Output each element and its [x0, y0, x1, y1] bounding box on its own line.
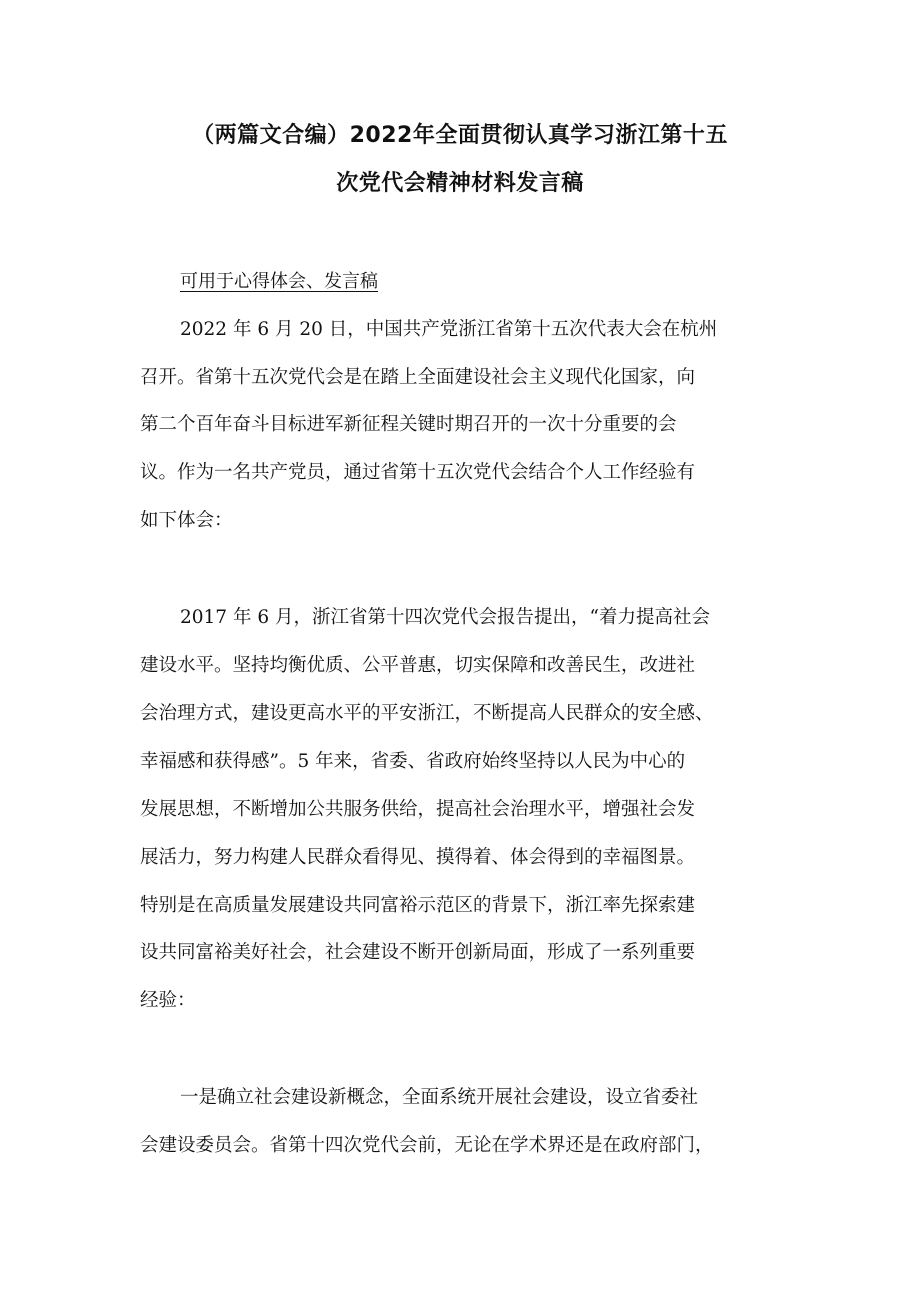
paragraph-line: 召开。省第十五次党代会是在踏上全面建设社会主义现代化国家，向 [140, 367, 696, 388]
paragraph-line: 发展思想，不断增加公共服务供给，提高社会治理水平，增强社会发 [140, 799, 696, 820]
document-subtitle: 可用于心得体会、发言稿 [180, 271, 378, 292]
paragraph-line: 建设水平。坚持均衡优质、公平普惠，切实保障和改善民生，改进社 [140, 655, 696, 676]
paragraph-line: 会建设委员会。省第十四次党代会前，无论在学术界还是在政府部门， [140, 1135, 714, 1156]
paragraph-line: 2022 年 6 月 20 日，中国共产党浙江省第十五次代表大会在杭州 [180, 319, 718, 340]
document-title-line-2: 次党代会精神材料发言稿 [336, 171, 584, 196]
paragraph-line: 特别是在高质量发展建设共同富裕示范区的背景下，浙江率先探索建 [140, 895, 696, 916]
paragraph-line: 幸福感和获得感”。5 年来，省委、省政府始终坚持以人民为中心的 [140, 751, 686, 772]
paragraph-line: 展活力，努力构建人民群众看得见、摸得着、体会得到的幸福图景。 [140, 847, 696, 868]
document-title-line-1: （两篇文合编）2022年全面贯彻认真学习浙江第十五 [192, 123, 728, 148]
paragraph-line: 一是确立社会建设新概念，全面系统开展社会建设，设立省委社 [180, 1087, 699, 1108]
paragraph-line: 2017 年 6 月，浙江省第十四次党代会报告提出，“着力提高社会 [180, 607, 710, 628]
paragraph-line: 经验： [140, 990, 196, 1011]
paragraph-line: 第二个百年奋斗目标进军新征程关键时期召开的一次十分重要的会 [140, 414, 677, 435]
paragraph-line: 会治理方式，建设更高水平的平安浙江，不断提高人民群众的安全感、 [140, 703, 714, 724]
paragraph-line: 议。作为一名共产党员，通过省第十五次党代会结合个人工作经验有 [140, 462, 696, 483]
paragraph-line: 如下体会： [140, 510, 233, 531]
paragraph-line: 设共同富裕美好社会，社会建设不断开创新局面，形成了一系列重要 [140, 942, 696, 963]
